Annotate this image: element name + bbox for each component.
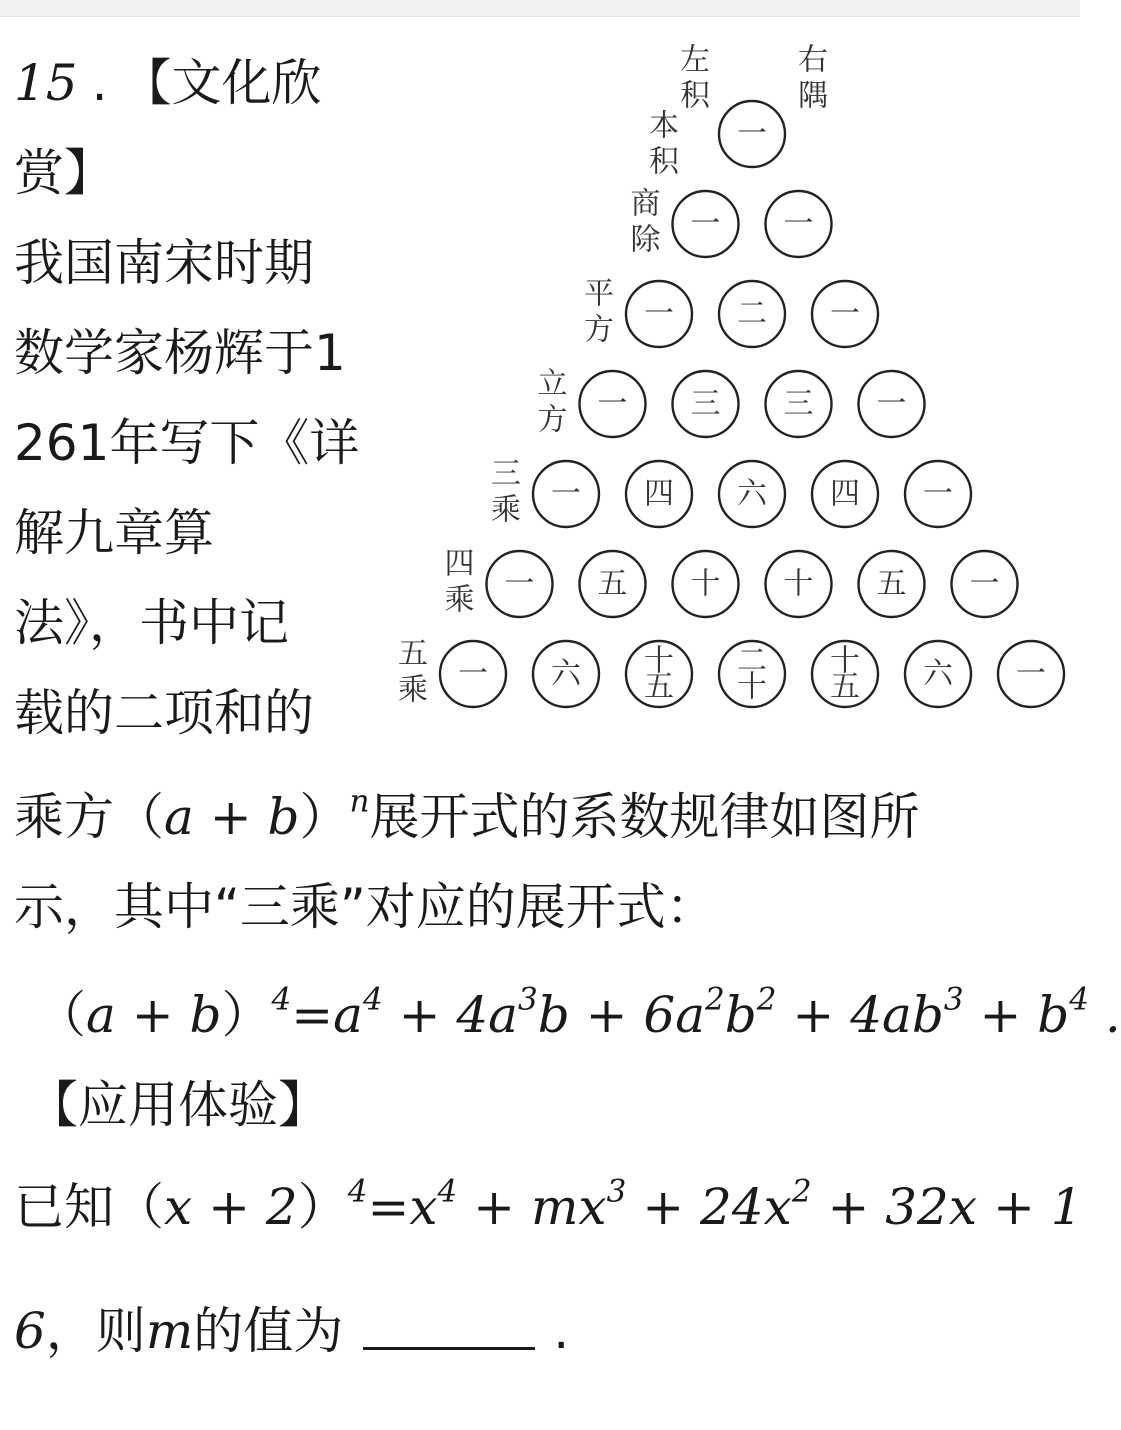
row-3-cell-4-value: 一 [876, 386, 907, 422]
row-4-cell-3-value: 六 [737, 476, 767, 512]
f-t3be: 2 [756, 981, 777, 1018]
para-exponent: n [349, 783, 370, 820]
p-t1e: 4 [437, 1173, 458, 1210]
row-6-cell-1-value: 一 [458, 656, 488, 692]
p-t3e: 2 [791, 1173, 812, 1210]
p-l2-var: m [145, 1302, 194, 1360]
label-left-1: 左 [680, 42, 710, 78]
row-2-label-1: 平 [584, 276, 614, 312]
row-4-cell-4-value: 四 [830, 476, 860, 512]
row-2-cell-1-value: 一 [644, 296, 674, 332]
row-3-cell-1-value: 一 [597, 386, 628, 422]
problem-line-1 [14, 1173, 1083, 1236]
para-line-1 [14, 783, 920, 846]
label-benji-1: 本 [649, 108, 679, 144]
intro-line-1: 我国南宋时期 [14, 234, 314, 292]
p-t3: + 24x [626, 1178, 792, 1236]
row-5-cell-3-value: 十 [690, 566, 721, 602]
row-1-cell-1-value: 一 [690, 206, 721, 242]
p-t2: + mx [457, 1178, 607, 1236]
intro-line-3: 261年写下《详 [14, 414, 360, 472]
row-6-label-2: 乘 [398, 672, 428, 708]
row-6-cell-4-value-top: 二 [737, 643, 767, 679]
row-4-cell-2-value: 四 [644, 476, 674, 512]
row-6-cell-2-value: 六 [551, 656, 581, 692]
row-3-cell-2-value: 三 [690, 386, 721, 422]
f-exp: 4 [271, 981, 292, 1018]
question-header [14, 54, 322, 112]
row-1-label-2: 除 [630, 222, 661, 258]
row-5-cell-4-value: 十 [783, 566, 814, 602]
f-close: ） [221, 986, 272, 1044]
row-4-label-1: 三 [491, 456, 521, 492]
para-expr: a + b [164, 788, 300, 846]
p-pre: 已知（ [14, 1178, 164, 1236]
p-t2e: 3 [606, 1173, 627, 1210]
row-5-label-1: 四 [444, 546, 475, 582]
p-l2-num: 6 [14, 1302, 46, 1360]
section-tag-end: 赏】 [14, 144, 114, 202]
p-t4: + 32x + 1 [811, 1178, 1083, 1236]
row-3-label-1: 立 [537, 366, 568, 402]
row-6-label-1: 五 [398, 636, 428, 672]
p-close: ） [297, 1178, 348, 1236]
p-t1: =x [367, 1178, 438, 1236]
label-right-1: 右 [798, 42, 828, 78]
section-tag: 【文化欣 [121, 54, 322, 112]
row-6-cell-4-value-bottom: 十 [737, 669, 767, 705]
row-4-cell-5-value: 一 [923, 476, 953, 512]
intro-line-6: 载的二项和的 [14, 684, 314, 742]
row-5-label-2: 乘 [444, 582, 475, 618]
label-left-2: 积 [680, 78, 710, 114]
f-base: a + b [86, 986, 222, 1044]
f-t2e: 3 [518, 981, 538, 1018]
intro-line-4: 解九章算 [14, 504, 214, 562]
question-sep: . [91, 54, 108, 112]
f-t4e: 3 [943, 981, 964, 1018]
row-4-label-2: 乘 [491, 492, 521, 528]
label-benji-2: 积 [649, 144, 679, 180]
para-line-1-pre: 乘方（ [14, 788, 164, 846]
row-5-cell-2-value: 五 [597, 566, 628, 602]
f-end: . [1089, 986, 1121, 1044]
f-t4: + 4ab [776, 986, 944, 1044]
p-l2-end: . [553, 1302, 570, 1360]
p-l2-a: ，则 [45, 1302, 146, 1360]
row-6-cell-5-value-top: 十 [830, 643, 860, 679]
p-l2-b: 的值为 [193, 1302, 344, 1360]
row-5-cell-1-value: 一 [504, 566, 535, 602]
p-base: x + 2 [164, 1178, 298, 1236]
yang-hui-triangle [385, 30, 1075, 710]
f-t5: + b [963, 986, 1070, 1044]
section-title: 【应用体验】 [28, 1076, 328, 1134]
para-line-2: 示，其中“三乘”对应的展开式： [14, 878, 716, 936]
expansion-formula [36, 981, 1121, 1044]
row-1-label-1: 商 [630, 186, 661, 222]
f-t2: + 4a [382, 986, 518, 1044]
row-6-cell-5-value-bottom: 五 [830, 669, 860, 705]
row-3-label-2: 方 [537, 402, 568, 438]
row-5-cell-5-value: 五 [876, 566, 907, 602]
row-2-cell-3-value: 一 [830, 296, 860, 332]
row-3-cell-3-value: 三 [783, 386, 814, 422]
f-t2b: b + 6a [537, 986, 706, 1044]
f-open: （ [36, 986, 86, 1044]
row-5-cell-6-value: 一 [969, 566, 1000, 602]
f-t3b: b [724, 986, 757, 1044]
f-t5e: 4 [1069, 981, 1090, 1018]
row-6-cell-7-value: 一 [1016, 656, 1046, 692]
intro-line-2: 数学家杨辉于1 [14, 324, 346, 382]
p-exp: 4 [347, 1173, 368, 1210]
top-bar [0, 0, 1080, 17]
problem-line-2 [14, 1302, 570, 1360]
question-number: 15 [14, 54, 78, 112]
triangle-apex-value: 一 [737, 116, 767, 152]
row-6-cell-3-value-bottom: 五 [644, 669, 674, 705]
f-t3e: 2 [705, 981, 725, 1018]
row-4-cell-1-value: 一 [551, 476, 581, 512]
row-1-cell-2-value: 一 [783, 206, 814, 242]
f-t1: =a [291, 986, 363, 1044]
para-paren: ） [299, 788, 350, 846]
f-t1e: 4 [362, 981, 383, 1018]
para-line-1-post: 展开式的系数规律如图所 [369, 788, 920, 846]
answer-blank[interactable] [363, 1347, 535, 1350]
label-right-2: 隅 [798, 78, 828, 114]
intro-line-5: 法》，书中记 [14, 594, 289, 652]
row-2-cell-2-value: 二 [737, 296, 767, 332]
row-6-cell-6-value: 六 [923, 656, 953, 692]
row-2-label-2: 方 [584, 312, 614, 348]
row-6-cell-3-value-top: 十 [644, 643, 674, 679]
